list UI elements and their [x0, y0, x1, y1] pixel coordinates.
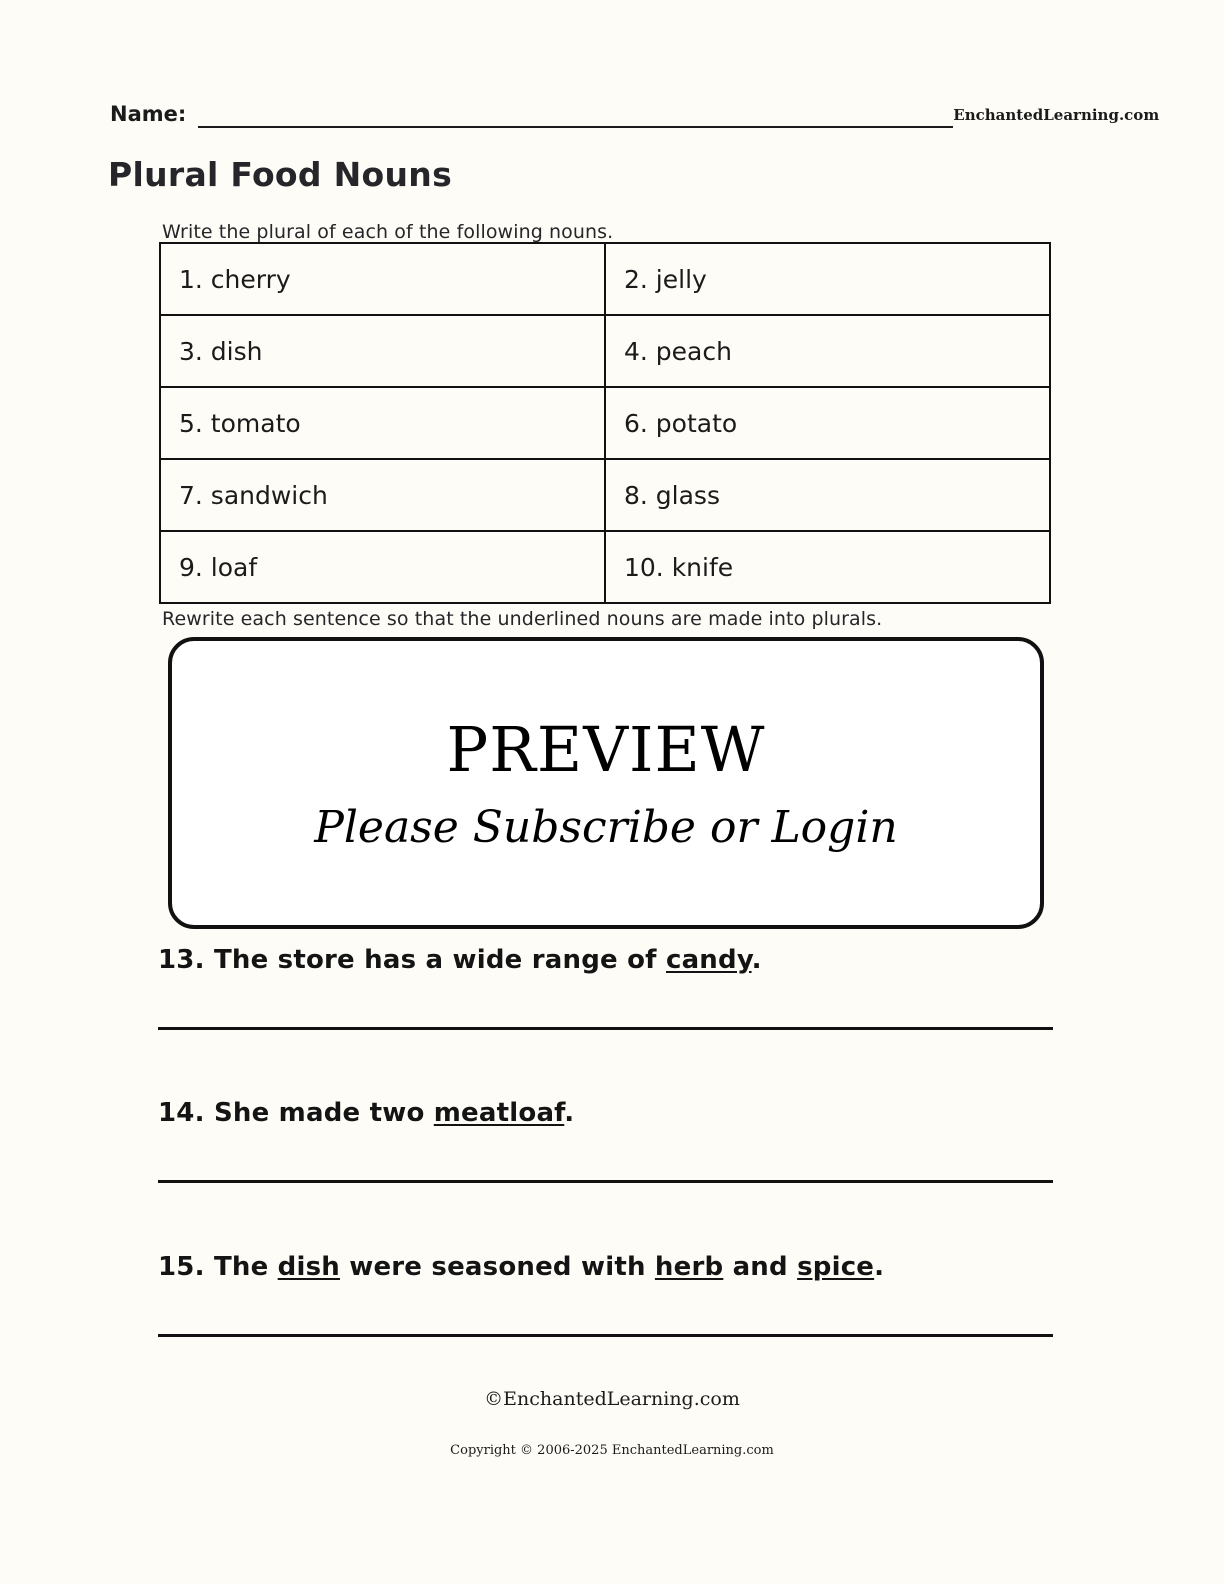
table-cell[interactable]: 10. knife [605, 531, 1050, 603]
table-row [160, 459, 1050, 531]
sentence-before: She made two [213, 1098, 434, 1128]
name-label: Name: [110, 102, 187, 126]
answer-line-14[interactable] [158, 1180, 1053, 1183]
sentence-before: The store has a wide range of [213, 945, 666, 975]
preview-title: PREVIEW [446, 713, 766, 786]
brand-label: EnchantedLearning.com [953, 106, 1160, 124]
sentence-after: . [874, 1252, 885, 1282]
sentence-text-14 [158, 1098, 1053, 1128]
sentence-item-14 [158, 1098, 1053, 1183]
footer-brand: ©EnchantedLearning.com [484, 1388, 740, 1410]
sentence-text-13 [158, 945, 1053, 975]
table-row [160, 387, 1050, 459]
sentence-mid: were seasoned with [339, 1252, 655, 1282]
table-row [160, 243, 1050, 315]
table-row [160, 315, 1050, 387]
table-cell[interactable]: 1. cherry [160, 243, 605, 315]
sentence-after: . [564, 1098, 575, 1128]
sentence-number: 14. [158, 1098, 205, 1128]
sentence-underlined-noun-2: herb [654, 1252, 724, 1282]
table-cell[interactable]: 4. peach [605, 315, 1050, 387]
sentence-underlined-noun: dish [277, 1252, 340, 1282]
sentence-text-15 [158, 1252, 1053, 1282]
answer-line-13[interactable] [158, 1027, 1053, 1030]
noun-table [159, 242, 1051, 604]
table-cell[interactable]: 7. sandwich [160, 459, 605, 531]
sentence-underlined-noun: candy [665, 945, 752, 975]
table-cell[interactable]: 9. loaf [160, 531, 605, 603]
sentence-number: 13. [158, 945, 205, 975]
sentence-before: The [213, 1252, 278, 1282]
table-cell[interactable]: 8. glass [605, 459, 1050, 531]
sentence-number: 15. [158, 1252, 205, 1282]
preview-overlay [168, 637, 1044, 929]
sentence-item-15 [158, 1252, 1053, 1337]
name-input-line[interactable] [198, 100, 953, 128]
sentence-underlined-noun-3: spice [797, 1252, 875, 1282]
sentence-item-13 [158, 945, 1053, 1030]
table-cell[interactable]: 5. tomato [160, 387, 605, 459]
sentence-after: . [751, 945, 762, 975]
table-cell[interactable]: 6. potato [605, 387, 1050, 459]
name-row [110, 100, 1160, 128]
footer-copyright: Copyright © 2006-2025 EnchantedLearning.com [450, 1443, 774, 1458]
answer-line-15[interactable] [158, 1334, 1053, 1337]
instruction-part-2: Rewrite each sentence so that the underlined nouns are made into plurals. [162, 608, 883, 630]
page-title: Plural Food Nouns [108, 155, 453, 194]
table-cell[interactable]: 2. jelly [605, 243, 1050, 315]
table-cell[interactable]: 3. dish [160, 315, 605, 387]
sentence-mid-2: and [723, 1252, 798, 1282]
sentence-underlined-noun: meatloaf [433, 1098, 565, 1128]
instruction-part-1: Write the plural of each of the following nouns. [162, 221, 614, 243]
preview-subtitle[interactable]: Please Subscribe or Login [314, 802, 898, 853]
table-row [160, 531, 1050, 603]
